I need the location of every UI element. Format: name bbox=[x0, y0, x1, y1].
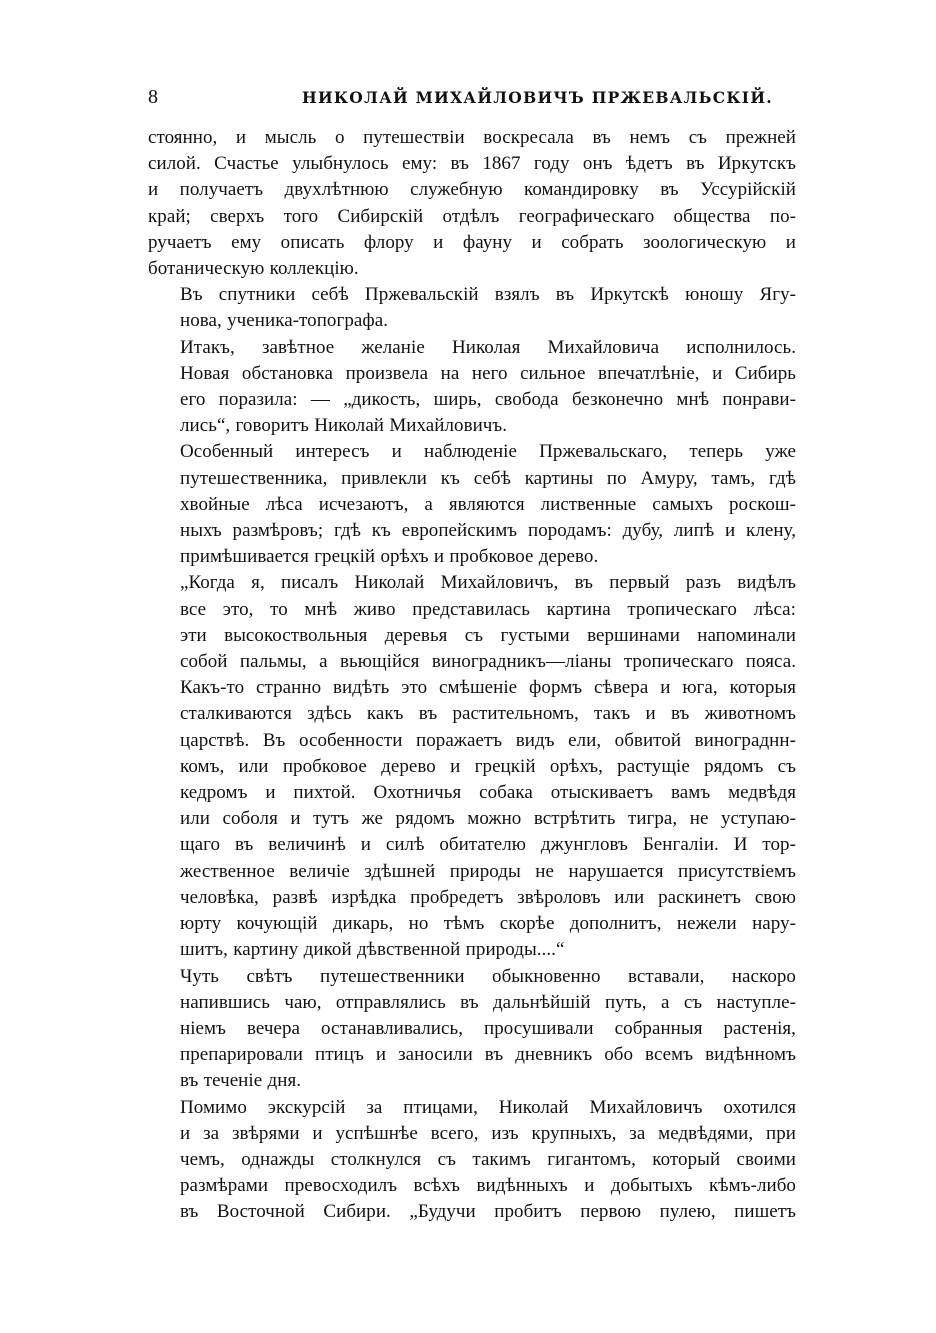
text-line: царствѣ. Въ особенности поражаетъ видъ ели, обвитой винограднн- bbox=[180, 729, 796, 751]
text-line: Новая обстановка произвела на него сильное впечатлѣніе, и Сибирь bbox=[180, 362, 796, 384]
text-line: комъ, или пробковое дерево и грецкій орѣхъ, растущіе рядомъ съ bbox=[180, 755, 796, 777]
text-line: въ Восточной Сибири. „Будучи пробитъ первою пулею, пишетъ bbox=[180, 1201, 796, 1223]
text-line: ботаническую коллекцію. bbox=[148, 258, 359, 280]
text-line: лись“, говоритъ Николай Михайловичъ. bbox=[180, 415, 508, 437]
text-line: шитъ, картину дикой дѣвственной природы....“ bbox=[180, 939, 565, 961]
text-line: стоянно, и мысль о путешествіи воскресала въ немъ съ прежней bbox=[148, 127, 796, 148]
text-line: Итакъ, завѣтное желаніе Николая Михайловича исполнилось. bbox=[180, 336, 796, 358]
text-line: щаго въ величинѣ и силѣ обитателю джунгловъ Бенгаліи. И тор- bbox=[180, 834, 796, 856]
page-number: 8 bbox=[148, 86, 158, 108]
text-line: кедромъ и пихтой. Охотничья собака отыскиваетъ вамъ медвѣдя bbox=[180, 782, 796, 804]
text-line: нова, ученика-топографа. bbox=[180, 310, 388, 332]
paragraph bbox=[148, 335, 796, 440]
text-line: Помимо экскурсій за птицами, Николай Михайловичъ охотился bbox=[180, 1096, 796, 1118]
page-header bbox=[148, 80, 796, 114]
text-line: жественное величіе здѣшней природы не нарушается присутствіемъ bbox=[180, 860, 796, 882]
text-line: край; сверхъ того Сибирскій отдѣлъ географическаго общества по- bbox=[148, 205, 796, 227]
text-line: ніемъ вечера останавливались, просушивали собранныя растенія, bbox=[180, 1017, 796, 1039]
text-line: Особенный интересъ и наблюденіе Пржевальскаго, теперь уже bbox=[180, 441, 796, 463]
text-line: Въ спутники себѣ Пржевальскій взялъ въ Иркутскѣ юношу Ягу- bbox=[180, 284, 796, 306]
text-line: „Когда я, писалъ Николай Михайловичъ, въ первый разъ видѣлъ bbox=[180, 572, 796, 594]
text-line: примѣшивается грецкій орѣхъ и пробковое дерево. bbox=[180, 546, 599, 568]
text-line: эти высокоствольныя деревья съ густыми вершинами напоминали bbox=[180, 624, 796, 646]
text-line: хвойные лѣса исчезаютъ, а являются лиственные самыхъ роскош- bbox=[180, 493, 796, 515]
text-line: препарировали птицъ и заносили въ дневникъ обо всемъ видѣнномъ bbox=[180, 1044, 796, 1066]
paragraph bbox=[148, 964, 796, 1095]
text-line: человѣка, развѣ изрѣдка пробредетъ звѣроловъ или раскинетъ свою bbox=[180, 886, 796, 908]
text-line: въ теченіе дня. bbox=[180, 1070, 302, 1092]
text-line: чемъ, однажды столкнулся съ такимъ гигантомъ, который своими bbox=[180, 1148, 796, 1170]
text-line: все это, то мнѣ живо представилась картина тропическаго лѣса: bbox=[180, 598, 796, 620]
text-line: Какъ-то странно видѣть это смѣшеніе формъ сѣвера и юга, которыя bbox=[180, 677, 796, 699]
text-line: сталкиваются здѣсь какъ въ растительномъ, такъ и въ животномъ bbox=[180, 703, 796, 725]
paragraph bbox=[148, 282, 796, 334]
paragraph bbox=[148, 439, 796, 570]
paragraph bbox=[148, 570, 796, 963]
book-page bbox=[148, 80, 796, 1226]
text-line: размѣрами превосходилъ всѣхъ видѣнныхъ и добытыхъ кѣмъ-либо bbox=[180, 1175, 796, 1197]
text-line: и за звѣрями и успѣшнѣе всего, изъ крупныхъ, за медвѣдями, при bbox=[180, 1122, 796, 1144]
text-line: путешественника, привлекли къ себѣ картины по Амуру, тамъ, гдѣ bbox=[180, 467, 796, 489]
paragraph bbox=[148, 1095, 796, 1226]
text-line: Чуть свѣтъ путешественники обыкновенно вставали, наскоро bbox=[180, 965, 796, 987]
text-line: его поразила: — „дикость, ширь, свобода безконечно мнѣ понрави- bbox=[180, 389, 796, 411]
text-line: силой. Счастье улыбнулось ему: въ 1867 году онъ ѣдетъ въ Иркутскъ bbox=[148, 153, 796, 175]
running-head: НИКОЛАЙ МИХАЙЛОВИЧЪ ПРЖЕВАЛЬСКІЙ. bbox=[302, 88, 773, 107]
text-line: или соболя и тутъ же рядомъ можно встрѣтить тигра, не уступаю- bbox=[180, 808, 796, 830]
text-line: и получаетъ двухлѣтнюю служебную командировку въ Уссурійскій bbox=[148, 179, 796, 201]
text-line: напившись чаю, отправлялись въ дальнѣйшій путь, а съ наступле- bbox=[180, 991, 796, 1013]
text-line: собой пальмы, а вьющійся виноградникъ—ліаны тропическаго пояса. bbox=[180, 651, 796, 673]
text-line: ныхъ размѣровъ; гдѣ къ европейскимъ породамъ: дубу, липѣ и клену, bbox=[180, 520, 796, 542]
text-line: юрту кочующій дикарь, но тѣмъ скорѣе дополнитъ, нежели нару- bbox=[180, 913, 796, 935]
paragraph bbox=[148, 125, 796, 282]
body-text bbox=[148, 125, 796, 1226]
text-line: ручаетъ ему описать флору и фауну и собрать зоологическую и bbox=[148, 231, 796, 253]
